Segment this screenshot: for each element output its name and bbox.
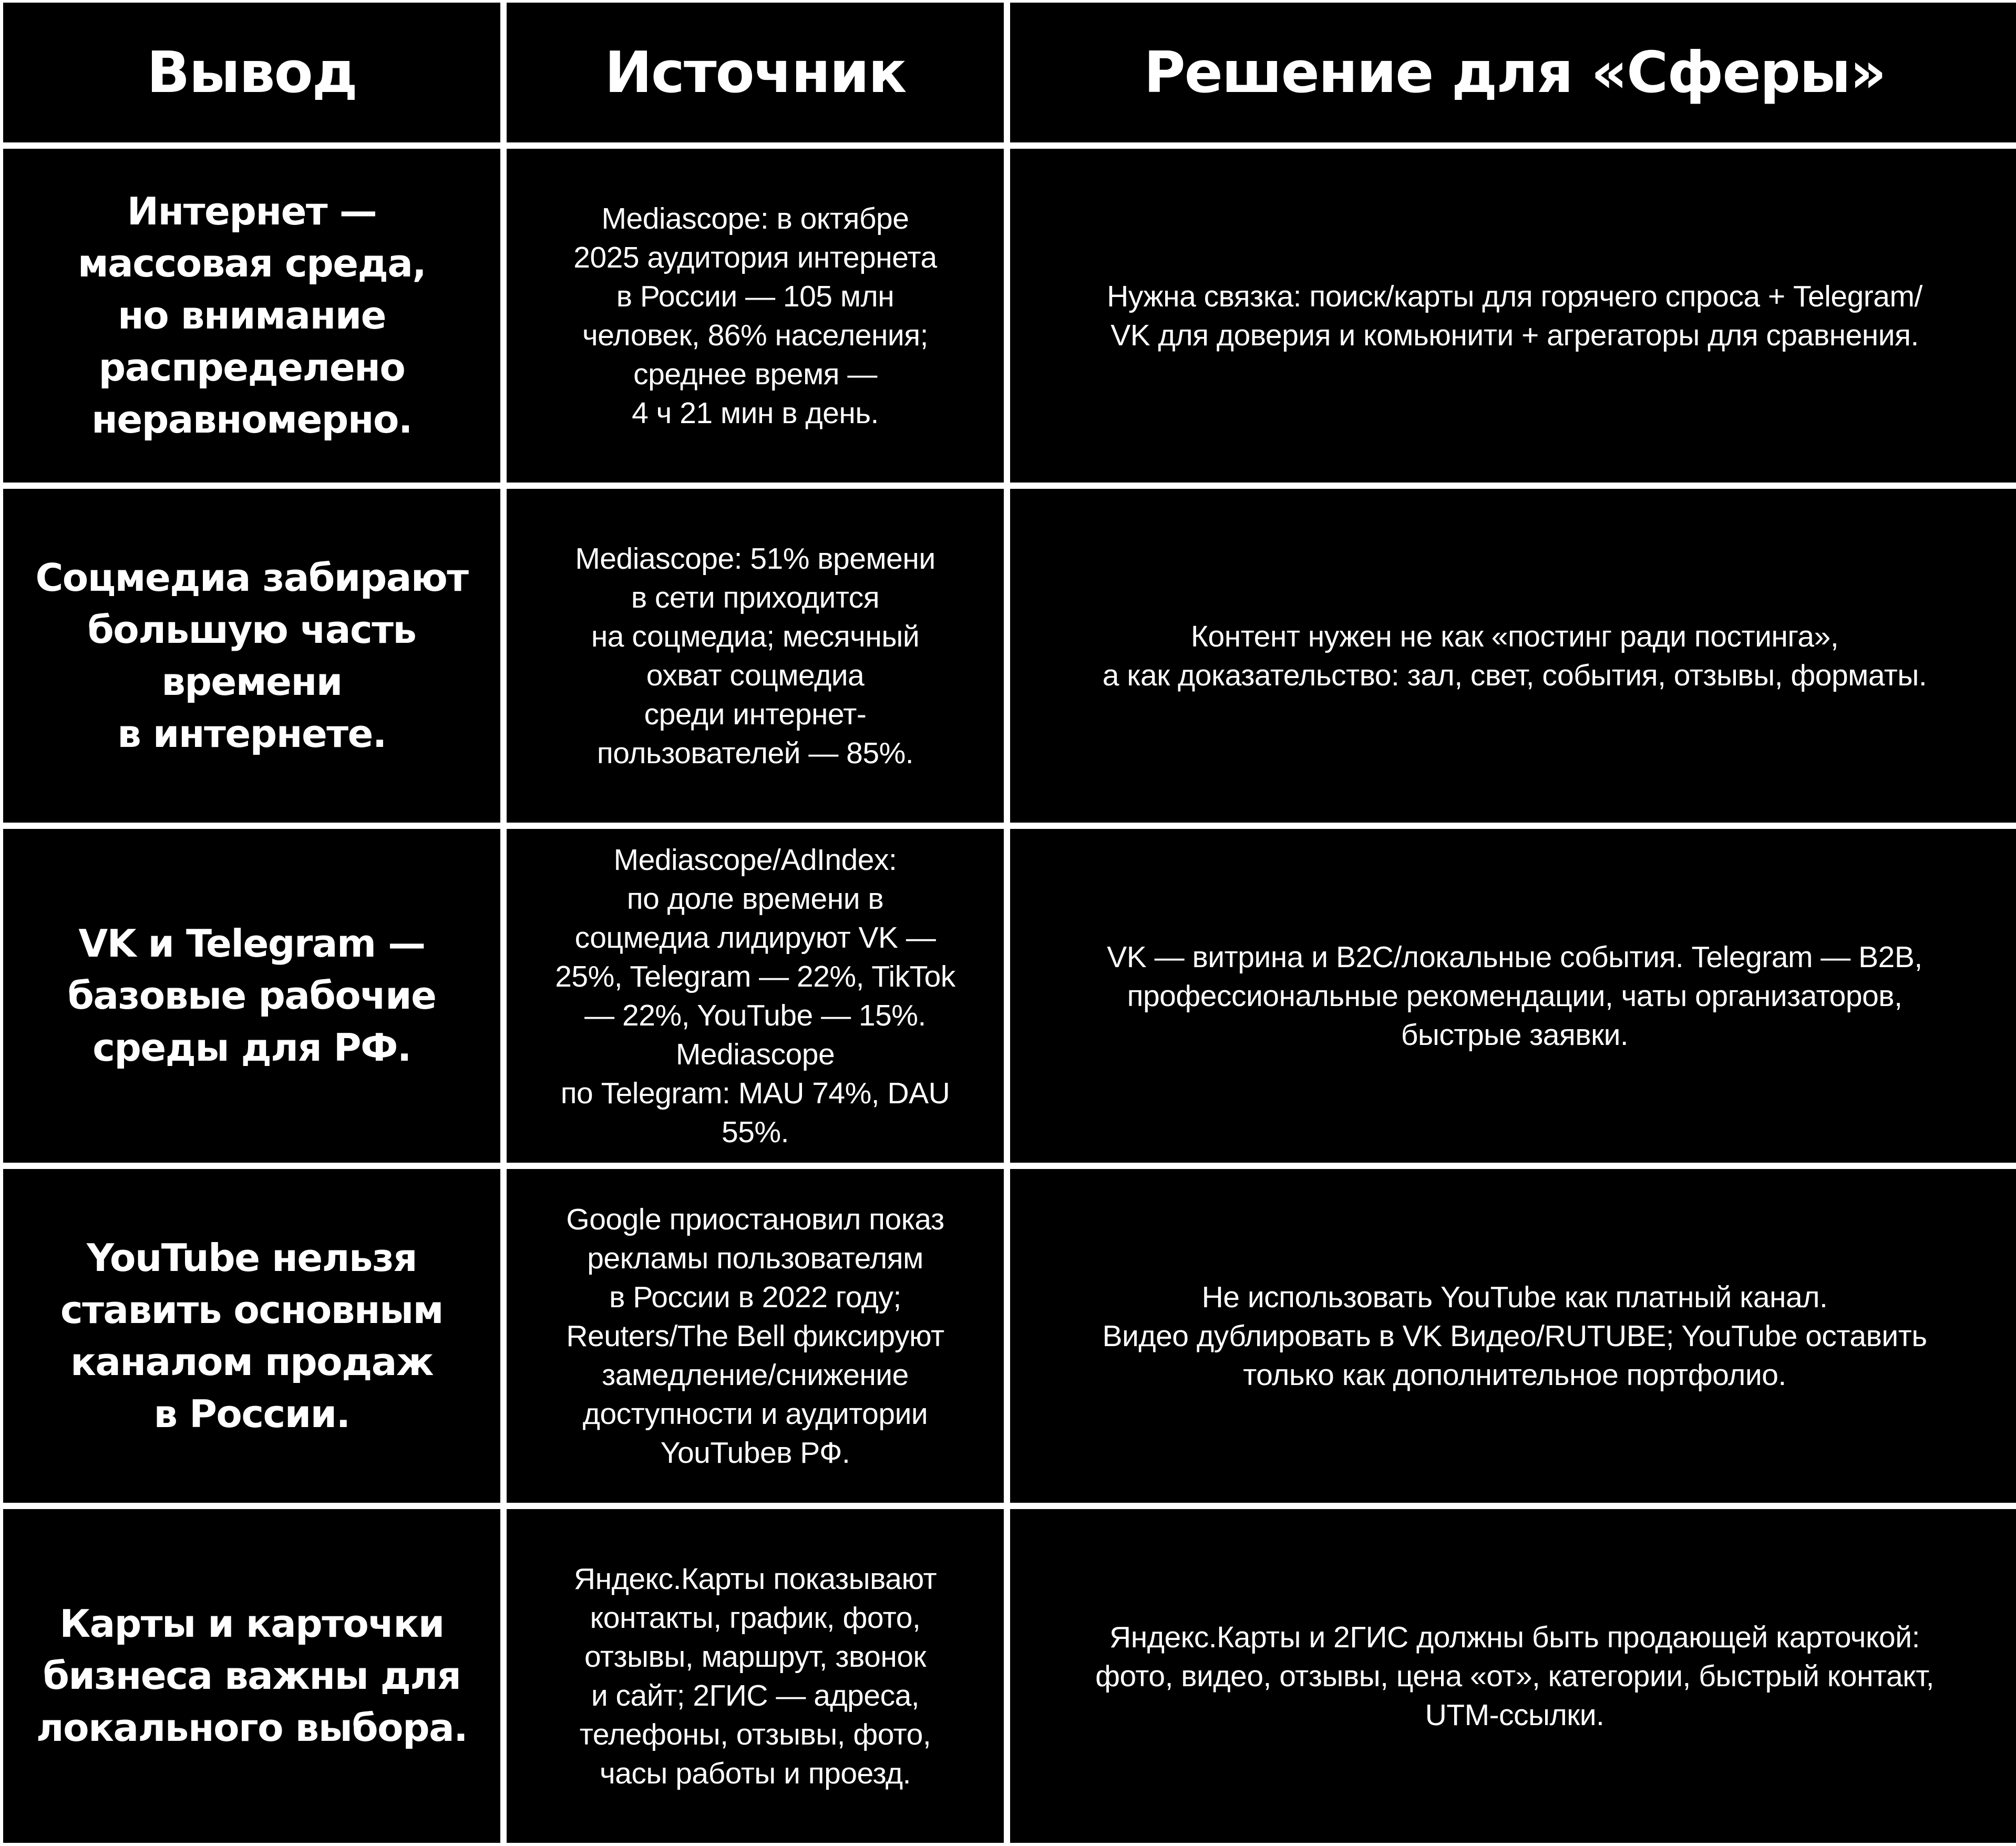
row-2-solution: Контент нужен не как «постинг ради постинга», а как доказательство: зал, свет, события, отзывы, форматы. (1102, 619, 1927, 692)
row-4-source-cell (507, 1169, 1004, 1503)
row-1-conclusion: Интернет — массовая среда, но внимание распределено неравномерно. (77, 189, 426, 442)
header-conclusion (3, 3, 500, 142)
row-4-solution: Не использовать YouTube как платный канал. Видео дублировать в VK Видео/RUTUBE; YouTube оставить только как дополнительное портфолио. (1102, 1280, 1927, 1392)
row-1-source-cell (507, 149, 1004, 483)
header-source (507, 3, 1004, 142)
row-5-conclusion: Карты и карточки бизнеса важны для локального выбора. (36, 1602, 468, 1750)
row-3-solution-cell (1010, 829, 2016, 1163)
header-solution-label: Решение для «Сферы» (1144, 39, 1886, 106)
row-4-conclusion: YouTube нельзя ставить основным каналом продаж в России. (60, 1235, 443, 1436)
row-4-conclusion-cell (3, 1169, 500, 1503)
row-3-source: Mediascope/AdIndex: по доле времени в соцмедиа лидируют VK — 25%, Telegram — 22%, TikTok — 22%, YouTube — 15%. Mediascope по Telegram: MAU 74%, DAU 55%. (555, 843, 955, 1149)
row-3-source-cell (507, 829, 1004, 1163)
header-solution (1010, 3, 2016, 142)
row-1-solution: Нужна связка: поиск/карты для горячего спроса + Telegram/ VK для доверия и комьюнити + агрегаторы для сравнения. (1107, 279, 1922, 352)
row-2-source: Mediascope: 51% времени в сети приходится на соцмедиа; месячный охват соцмедиа среди интернет- пользователей — 85%. (575, 541, 935, 770)
row-1-conclusion-cell (3, 149, 500, 483)
row-2-conclusion: Соцмедиа забирают большую часть времени в интернете. (35, 555, 468, 756)
row-3-conclusion-cell (3, 829, 500, 1163)
row-3-conclusion: VK и Telegram — базовые рабочие среды для РФ. (67, 921, 436, 1070)
header-source-label: Источник (604, 39, 906, 106)
header-conclusion-label: Вывод (147, 39, 357, 106)
row-1-solution-cell (1010, 149, 2016, 483)
row-1-source: Mediascope: в октябре 2025 аудитория интернета в России — 105 млн человек, 86% населения; среднее время — 4 ч 21 мин в день. (573, 201, 937, 430)
row-2-conclusion-cell (3, 489, 500, 823)
row-5-source: Яндекс.Карты показывают контакты, график, фото, отзывы, маршрут, звонок и сайт; 2ГИС — адреса, телефоны, отзывы, фото, часы работы и проезд. (573, 1562, 937, 1790)
row-4-source: Google приостановил показ рекламы пользователям в России в 2022 году; Reuters/The Bell фиксируют замедление/снижение доступности и аудитории YouTubeв РФ. (566, 1202, 944, 1470)
row-3-solution: VK — витрина и B2C/локальные события. Telegram — B2B, профессиональные рекомендации, чаты организаторов, быстрые заявки. (1107, 940, 1922, 1052)
row-5-conclusion-cell (3, 1509, 500, 1843)
row-2-source-cell (507, 489, 1004, 823)
row-5-source-cell (507, 1509, 1004, 1843)
row-2-solution-cell (1010, 489, 2016, 823)
row-4-solution-cell (1010, 1169, 2016, 1503)
row-5-solution: Яндекс.Карты и 2ГИС должны быть продающей карточкой: фото, видео, отзывы, цена «от», категории, быстрый контакт, UTM-ссылки. (1095, 1620, 1934, 1732)
row-5-solution-cell (1010, 1509, 2016, 1843)
